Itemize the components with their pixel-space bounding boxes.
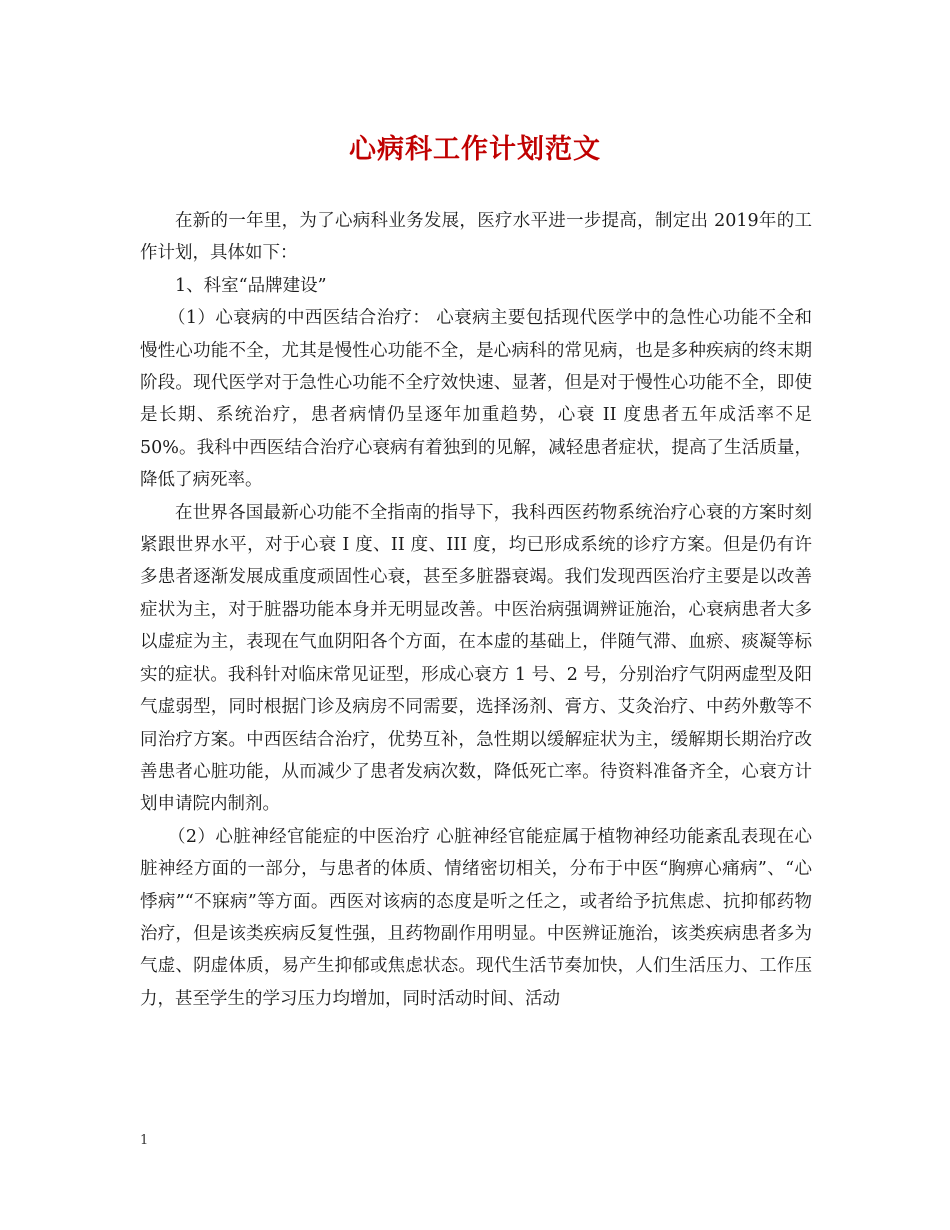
- section-heading-brand: 1、科室“品牌建设”: [175, 275, 327, 296]
- paragraph-intro: 在新的一年里，为了心病科业务发展，医疗水平进一步提高，制定出 2019年的工作计划，具体如下：: [140, 211, 812, 264]
- page-title: 心病科工作计划范文: [349, 134, 601, 165]
- paragraph-heart-failure: （1）心衰病的中西医结合治疗： 心衰病主要包括现代医学中的急性心功能不全和慢性心功能不全，尤其是慢性心功能不全，是心病科的常见病，也是多种疾病的终末期阶段。现代医学对于急性心功能不全疗效快速、显著，但是对于慢性心功能不全，即使是长期、系统治疗，患者病情仍呈逐年加重趋势，心衰 II 度患者五年成活率不足 50%。我科中西医结合治疗心衰病有着独到的见解，减轻患者症状，提高了生活质量，降低了病死率。: [140, 308, 812, 491]
- paragraph-western-treatment: 在世界各国最新心功能不全指南的指导下，我科西医药物系统治疗心衰的方案时刻紧跟世界水平，对于心衰 I 度、II 度、III 度，均已形成系统的诊疗方案。但是仍有许多患者逐渐发展成重度顽固性心衰，甚至多脏器衰竭。我们发现西医治疗主要是以改善症状为主，对于脏器功能本身并无明显改善。中医治病强调辨证施治，心衰病患者大多以虚症为主，表现在气血阴阳各个方面，在本虚的基础上，伴随气滞、血瘀、痰凝等标实的症状。我科针对临床常见证型，形成心衰方 1 号、2 号，分别治疗气阴两虚型及阳气虚弱型，同时根据门诊及病房不同需要，选择汤剂、膏方、艾灸治疗、中药外敷等不同治疗方案。中西医结合治疗，优势互补，急性期以缓解症状为主，缓解期长期治疗改善患者心脏功能，从而减少了患者发病次数，降低死亡率。待资料准备齐全，心衰方计划申请院内制剂。: [140, 502, 812, 815]
- page-number: 1: [140, 1133, 149, 1148]
- paragraph-cardiac-neurosis: （2）心脏神经官能症的中医治疗 心脏神经官能症属于植物神经功能紊乱表现在心脏神经方面的一部分，与患者的体质、情绪密切相关，分布于中医“胸痹心痛病”、“心悸病”“不寐病”等方面。西医对该病的态度是听之任之，或者给予抗焦虑、抗抑郁药物治疗，但是该类疾病反复性强，且药物副作用明显。中医辨证施治，该类疾病患者多为气虚、阴虚体质，易产生抑郁或焦虑状态。现代生活节奏加快，人们生活压力、工作压力，甚至学生的学习压力均增加，同时活动时间、活动: [140, 826, 812, 1009]
- document-body: [140, 205, 812, 1015]
